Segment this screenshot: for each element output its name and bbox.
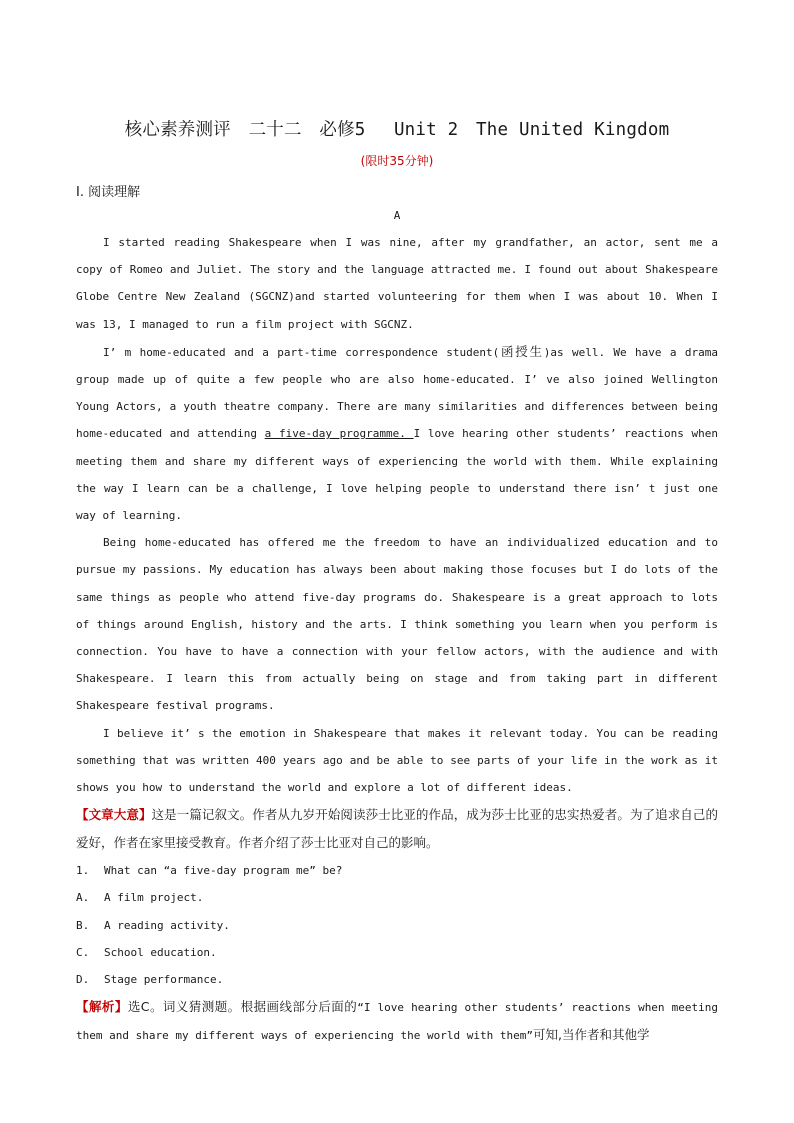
analysis-tail: 可知,当作者和其他学 (532, 1027, 650, 1043)
paragraph-1: I started reading Shakespeare when I was nine, after my grandfather, an actor, sent me a copy of Romeo and Juliet. The story and the language attracted me. I found out about Shakespeare Globe Centre New Zealand (SGCNZ)and started volunteering for them when I was about 10. When I was 13, I managed to run a film project with SGCNZ. (76, 236, 718, 331)
paragraph-2-part-c: I love hearing other students’ reactions when meeting them and share my different ways of experiencing the world with them. While explaining the way I learn can be a challenge, I love helping people to understand there isn’ t just one way of learning. (76, 427, 719, 523)
option-letter: A. (76, 891, 90, 905)
summary (76, 801, 718, 857)
analysis-quote: “I love hearing other students’ reactions when meeting them and share my different ways of experiencing the world with them” (76, 1001, 718, 1043)
option-text: A reading activity. (104, 918, 230, 932)
analysis-tag: 【解析】 (76, 999, 128, 1015)
question-text: What can “a five-day program me” be? (104, 864, 343, 878)
option-text: A film project. (104, 891, 204, 905)
page-title: 核心素养测评 二十二 必修5 Unit 2 The United Kingdom (124, 120, 670, 140)
paragraph-3: Being home-educated has offered me the freedom to have an individualized education and to pursue my passions. My education has always been about making those focuses but I do lots of the same things as people who attend five-day programs do. Shakespeare is a great approach to lots of things around English, history and the arts. I think something you learn when you perform is connection. You have to have a connection with your fellow actors, with the audience and with Shakespeare. I learn this from actually being on stage and from taking part in different Shakespeare festival programs. (76, 536, 718, 713)
underlined-phrase: a five-day programme. (264, 427, 414, 441)
paragraph-2-part-b: )as well. We have a drama group made up of quite a few people who are also home-educated. I’ ve also joined Wellington Young Actors, a youth theatre company. There are many similarities and differences between being home-educated and attending (76, 345, 718, 441)
summary-text: 这是一篇记叙文。作者从九岁开始阅读莎士比亚的作品，成为莎士比亚的忠实热爱者。为了追求自己的爱好，作者在家里接受教育。作者介绍了莎士比亚对自己的影响。 (76, 807, 718, 851)
paragraph-2-chinese-note: 函授生 (499, 343, 544, 359)
option-a (76, 884, 718, 911)
analysis (76, 993, 718, 1049)
analysis-lead: 选C。词义猜测题。根据画线部分后面的 (127, 999, 358, 1015)
passage-body (76, 229, 718, 1050)
option-letter: D. (76, 973, 90, 987)
option-text: Stage performance. (104, 973, 224, 987)
time-limit: (限时35分钟) (360, 154, 434, 168)
section-heading: Ⅰ. 阅读理解 (76, 185, 141, 200)
option-text: School education. (104, 945, 217, 959)
option-b (76, 912, 718, 939)
paragraph-2 (76, 338, 718, 529)
question-number: 1. (76, 864, 90, 878)
passage-label: A (393, 209, 401, 222)
option-letter: B. (76, 918, 90, 932)
option-c (76, 939, 718, 966)
summary-tag: 【文章大意】 (76, 807, 152, 823)
question-stem (76, 857, 718, 884)
paragraph-4: I believe it’ s the emotion in Shakespeare that makes it relevant today. You can be reading something that was written 400 years ago and be able to see parts of your life in the work as it shows you how to understand the world and explore a lot of different ideas. (76, 726, 718, 795)
option-d (76, 966, 718, 993)
paragraph-2-part-a: I’ m home-educated and a part-time correspondence student( (103, 345, 500, 359)
option-letter: C. (76, 945, 90, 959)
